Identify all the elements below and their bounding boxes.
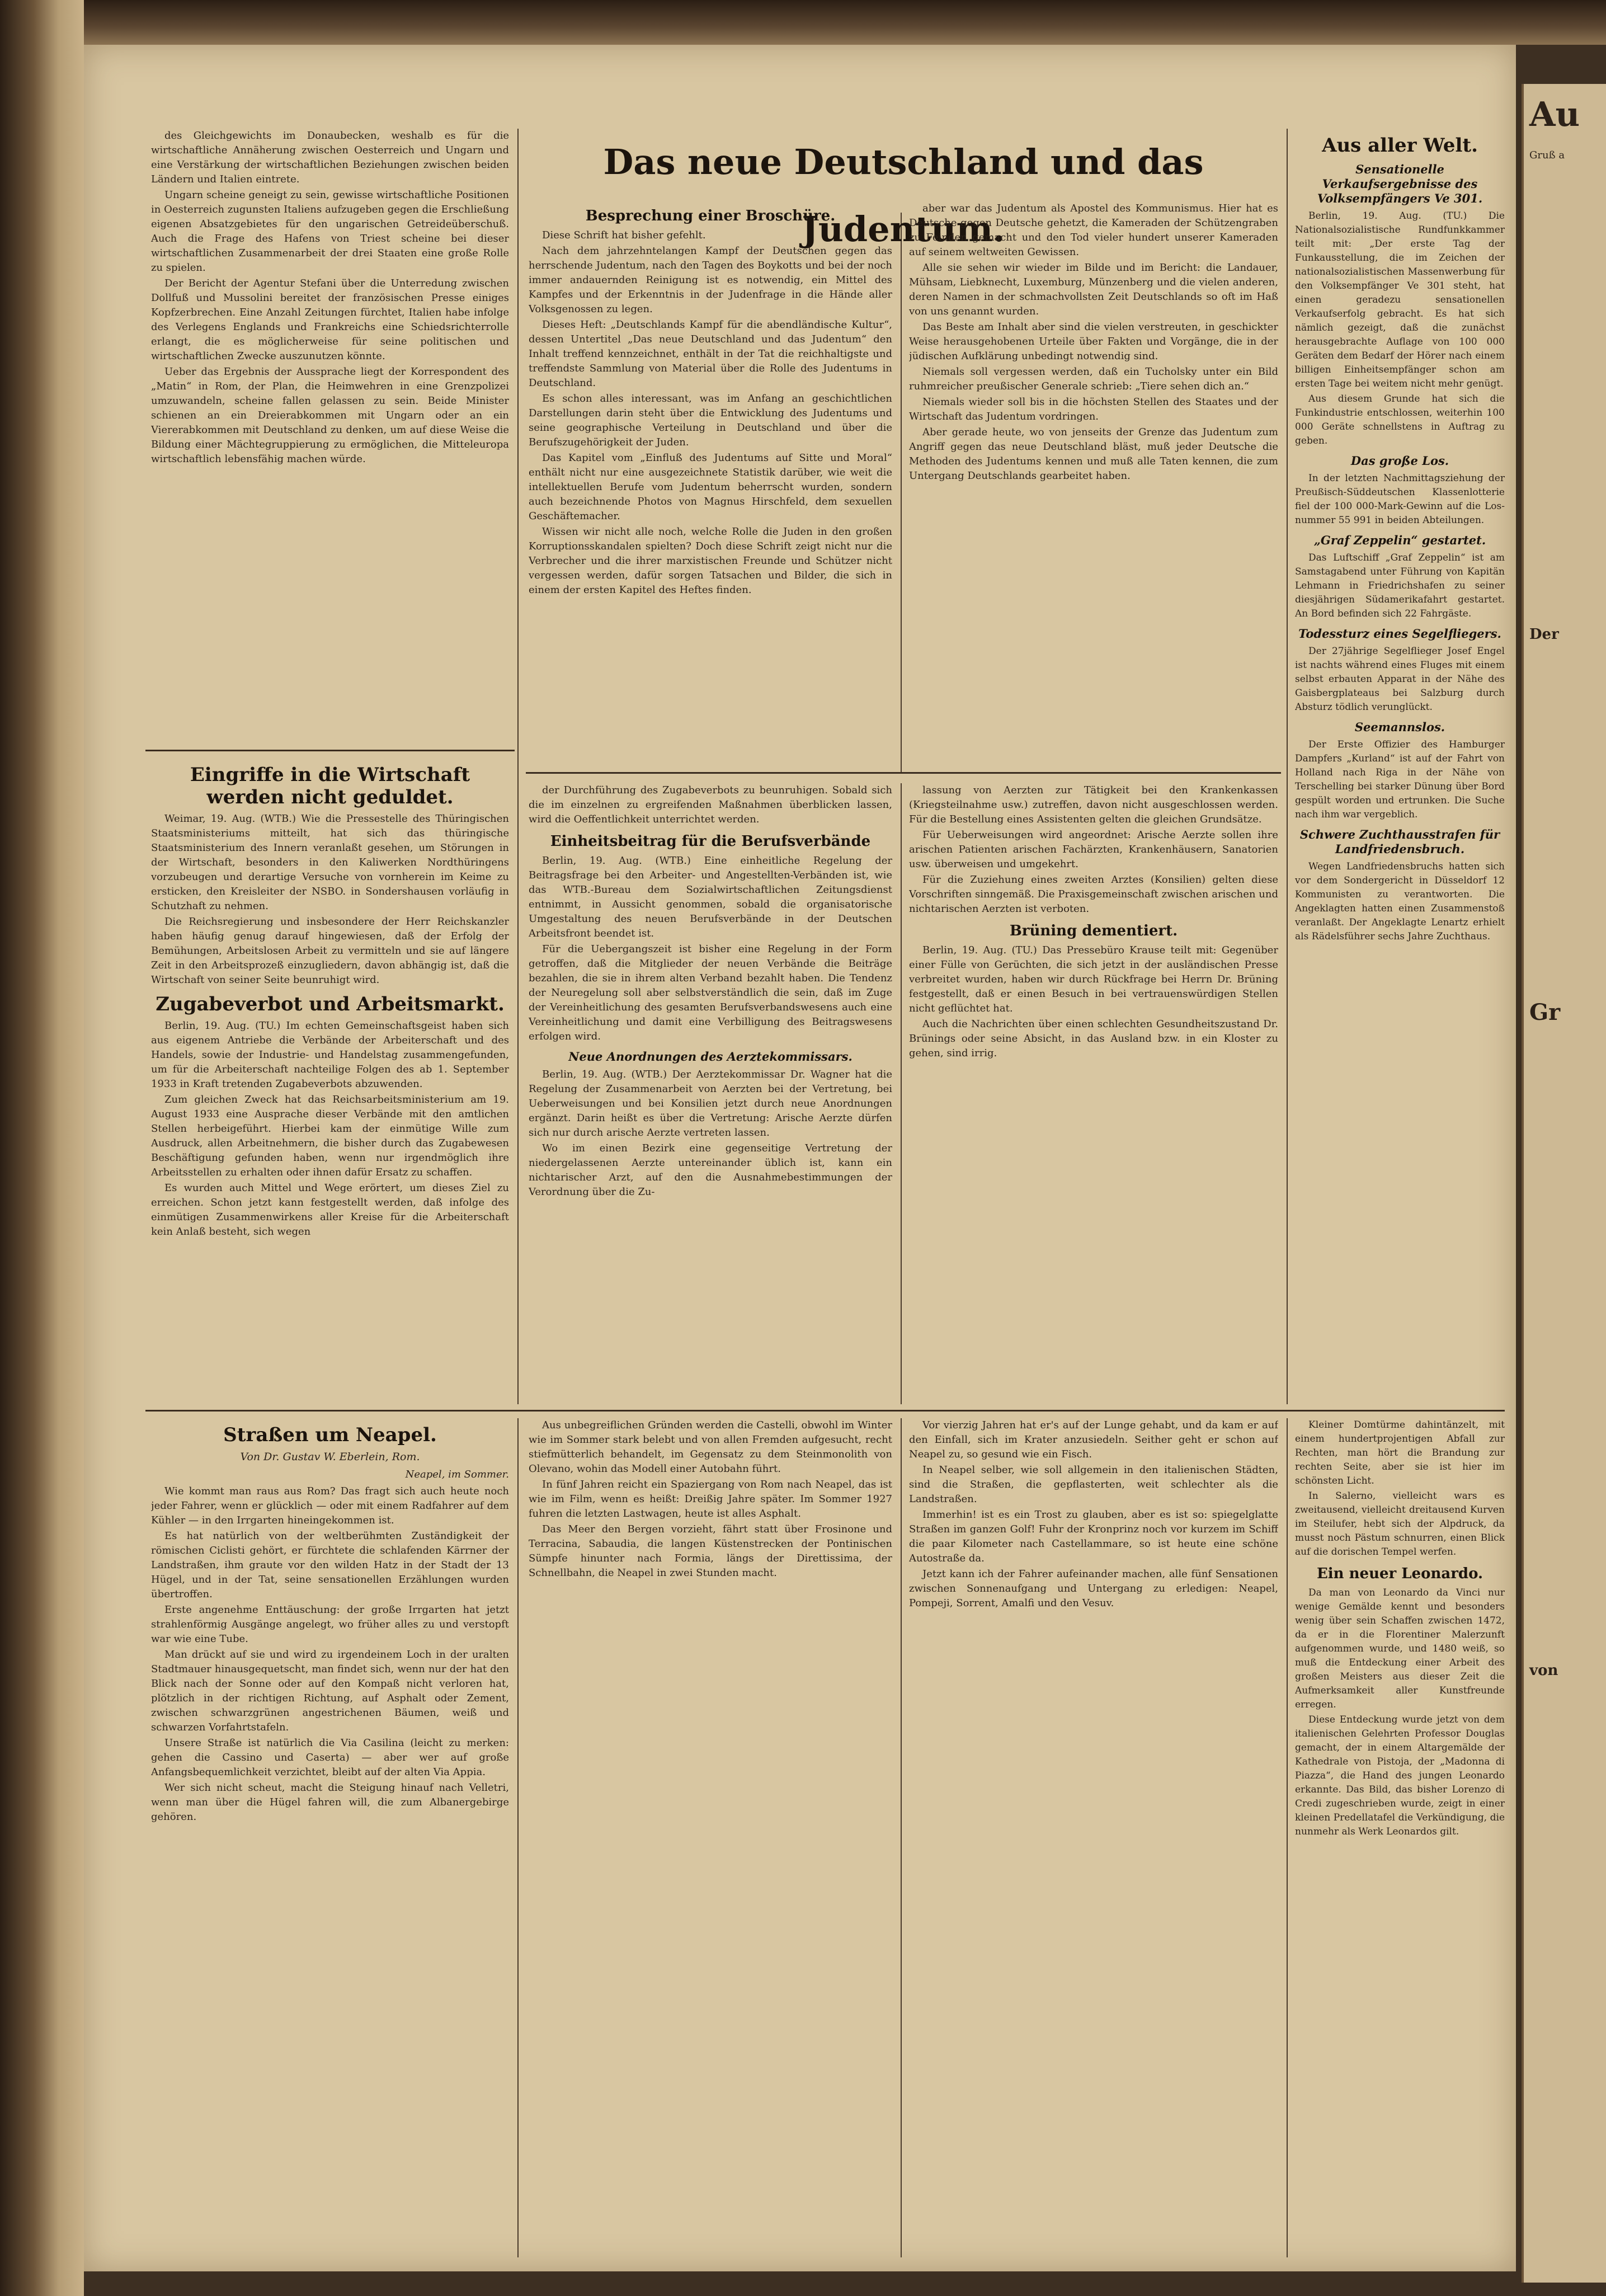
paragraph: In fünf Jahren reicht ein Spaziergang von Rom nach Neapel, das ist wie im Film, wenn es heißt: Dreißig Jahre später. Im Sommer 1927 fuhren die letzten Lastwagen, heute ist alles Asphalt. <box>529 1479 892 1519</box>
paragraph: Kleiner Domtürme dahintänzelt, mit einem hundertprojentigen Abfall zur Rechten, man hört die Brandung zur rechten Seite, aber sie ist hier im schönsten Licht. <box>1295 1419 1505 1486</box>
top-left-continuation <box>151 129 509 744</box>
zuchthaus-heading: Schwere Zuchthausstrafen für Landfriedensbruch. <box>1299 827 1500 856</box>
paragraph: Wissen wir nicht alle noch, welche Rolle die Juden in den großen Korruptionsskandalen spielten? Doch diese Schrift zeigt nicht nur die Verbrecher und die ihrer marxistischen Freunde und Schützer nicht vergessen werden, dafür sorgen Tatsachen und Bilder, die sich in einem der ersten Kapitel des Heftes finden. <box>529 526 892 596</box>
paragraph: Berlin, 19. Aug. (TU.) Im echten Gemeinschaftsgeist haben sich aus eigenem Antriebe die Verbände der Arbeiterschaft und des Handels, sowie der Industrie- und Handelstag zusammengefunden, um für die Arbeiterschaft nachteilige Folgen des ab 1. September 1933 in Kraft tretenden Zugabeverbots abzuwenden. <box>151 1020 509 1090</box>
section-rule <box>145 1410 1505 1412</box>
segelflieger-heading: Todessturz eines Segelfliegers. <box>1298 627 1501 641</box>
bruening-heading: Brüning dementiert. <box>1009 923 1178 939</box>
paragraph: Ungarn scheine geneigt zu sein, gewisse wirtschaftliche Positionen in Oesterreich zugunsten Italiens aufzugeben gegen die Erschließung eigenen Absatzgebietes für den ungarischen Getreideüberschuß. Auch die Frage des Hafens von Triest scheine bei dieser wirtschaftlichen Zusammenarbeit der drei Staaten eine große Rolle zu spielen. <box>151 189 509 274</box>
paragraph: Diese Entdeckung wurde jetzt von dem italienischen Gelehrten Professor Douglas gemacht, der in einem Altargemälde der Kathedrale von Pistoja, der „Madonna di Piazza“, die Hand des jungen Leonardo erkannte. Das Bild, das bisher Lorenzo di Credi zugeschrieben wurde, zeigt in einer kleinen Predellatafel die Verkündigung, die nunmehr als Werk Leonardos gilt. <box>1295 1714 1505 1837</box>
column-rule <box>901 783 902 1404</box>
einheitsbeitrag-heading: Einheitsbeitrag für die Berufsverbände <box>550 833 871 850</box>
paragraph: aber war das Judentum als Apostel des Kommunismus. Hier hat es Deutsche gegen Deutsche gehetzt, die Kameraden der Schützengraben zu Feinden gemacht und den Tod vieler hundert unserer Kameraden auf seinem weltweiten Gewissen. <box>909 203 1278 258</box>
paragraph: Jetzt kann ich der Fahrer aufeinander machen, alle fünf Sensationen zwischen Sonnenaufgang und Untergang zu erledigen: Neapel, Pompeji, Sorrent, Amalfi und den Vesuv. <box>909 1568 1278 1609</box>
volksempfaenger-heading: Sensationelle Verkaufsergebnisse des Volksempfängers Ve 301. <box>1317 162 1483 205</box>
adjacent-page-edge <box>1522 84 1606 2283</box>
main-headline: Das neue Deutschland und das Judentum. <box>603 142 1204 250</box>
paragraph: Das Kapitel vom „Einfluß des Judentums auf Sitte und Moral“ enthält nicht nur eine ausgezeichnete Statistik darüber, wie weit die intellektuellen Berufe vom Judentum beherrscht wurden, sondern auch bezeichnende Photos von Magnus Hirschfeld, dem sexuellen Geschäftemacher. <box>529 452 892 522</box>
column-rule <box>517 129 519 1404</box>
paragraph: In Neapel selber, wie soll allgemein in den italienischen Städten, sind die Straßen, die gepflasterten, weit schlechter als die Landstraßen. <box>909 1464 1278 1505</box>
naples-column-2 <box>529 1418 892 2257</box>
byline: Von Dr. Gustav W. Eberlein, Rom. <box>240 1451 420 1463</box>
naples-heading: Straßen um Neapel. <box>223 1424 437 1446</box>
fragment-text: Gr <box>1529 999 1561 1025</box>
scan-background-top <box>0 0 1606 45</box>
zugabe-heading: Zugabeverbot und Arbeitsmarkt. <box>156 993 505 1015</box>
paragraph: Diese Schrift hat bisher gefehlt. <box>542 229 706 241</box>
paragraph: Nach dem jahrzehntelangen Kampf der Deutschen gegen das herrschende Judentum, nach den Tagen des Boykotts und bei der noch immer andauernden Reinigung ist es notwendig, ein Mittel des Kampfes und der Erkenntnis in der Judenfrage in die Hände aller Volksgenossen zu legen. <box>529 245 892 315</box>
section-rule <box>526 772 1281 774</box>
paragraph: Aus unbegreiflichen Gründen werden die Castelli, obwohl im Winter wie im Sommer stark belebt und von allen Fremden aufgesucht, recht stiefmütterlich behandelt, im Gegensatz zu dem Steinmonolith von Olevano, wohin das Modell einer Autobahn führt. <box>529 1419 892 1475</box>
paragraph: Auch die Nachrichten über einen schlechten Gesundheitszustand Dr. Brünings oder seine Absicht, in das Ausland bzw. in ein Kloster zu gehen, sind irrig. <box>909 1018 1278 1059</box>
paragraph: Das Luftschiff „Graf Zeppelin“ ist am Samstagabend unter Führung von Kapitän Lehmann in Friedrichshafen zu seiner diesjährigen Südamerikafahrt gestartet. An Bord befinden sich 22 Fahrgäste. <box>1295 552 1505 619</box>
paragraph: Das Beste am Inhalt aber sind die vielen verstreuten, in geschickter Weise herausgehobenen Urteile über Fakten und Vorgänge, die in der jüdischen Aufklärung unbedingt notwendig sind. <box>909 321 1278 362</box>
paragraph: Es wurden auch Mittel und Wege erörtert, um dieses Ziel zu erreichen. Schon jetzt kann festgestellt werden, daß infolge des einmütigen Zusammenwirkens aller Kreise für die Arbeiterschaft kein Anlaß besteht, sich wegen <box>151 1182 509 1238</box>
aus-aller-welt-heading: Aus aller Welt. <box>1322 134 1478 157</box>
paragraph: Niemals wieder soll bis in die höchsten Stellen des Staates und der Wirtschaft das Judentum vordringen. <box>909 396 1278 422</box>
column-rule <box>901 213 902 772</box>
paragraph: Berlin, 19. Aug. (WTB.) Der Aerztekommissar Dr. Wagner hat die Regelung der Zusammenarbeit von Aerzten bei der Vertretung, bei Ueberweisungen und bei Konsilien jetzt durch neue Anordnungen ergänzt. Darin heißt es über die Vertretung: Arische Aerzte dürfen sich nur durch arische Aerzte vertreten lassen. <box>529 1069 892 1138</box>
paragraph: Das Meer den Bergen vorzieht, fährt statt über Frosinone und Terracina, Sabaudia, die langen Küstenstrecken der Pontinischen Sümpfe hinunter nach Formia, längs der Direttissima, der Schnellbahn, die Neapel in zwei Stunden macht. <box>529 1523 892 1579</box>
column-rule <box>1287 1418 1288 2257</box>
paragraph: Der Bericht der Agentur Stefani über die Unterredung zwischen Dollfuß und Mussolini bereitet der französischen Presse einiges Kopfzerbrechen. Eine Anzahl Zeitungen fürchtet, Italien habe infolge des Verlegens Englands und Frankreichs eine Schiedsrichterrolle erlangt, die es möglicherweise für seine politischen und wirtschaftlichen Zwecke auszunutzen könnte. <box>151 277 509 362</box>
paragraph: des Gleichgewichts im Donaubecken, weshalb es für die wirtschaftliche Annäherung zwischen Oesterreich und Ungarn und eine Verstärkung der wirtschaftlichen Beziehungen zwischen beiden Ländern und Italien eintrete. <box>151 130 509 185</box>
paragraph: Es hat natürlich von der weltberühmten Zuständigkeit der römischen Ciclisti gehört, er fürchtete die schlafenden Kärrner der Landstraßen, ihm graute vor den wilden Hatz in der Stadt der 13 Hügel, und in der Tat, seine sensationellen Erzählungen wurden übertroffen. <box>151 1530 509 1600</box>
column-rule <box>1287 129 1288 1404</box>
left-lower-column <box>151 758 509 1401</box>
paragraph: Wer sich nicht scheut, macht die Steigung hinauf nach Velletri, wenn man über die Hügel fahren will, die zum Albanergebirge gehören. <box>151 1782 509 1823</box>
aus-aller-welt-column <box>1295 129 1505 1404</box>
fragment-text: von <box>1529 1662 1558 1679</box>
eingriffe-heading: Eingriffe in die Wirtschaft werden nicht geduldet. <box>190 764 470 808</box>
page-binding <box>0 0 84 2296</box>
paragraph: Vor vierzig Jahren hat er's auf der Lunge gehabt, und da kam er auf den Einfall, sich im Krater anzusiedeln. Seither geht er schon auf Neapel zu, so gesund wie ein Fisch. <box>909 1419 1278 1460</box>
paragraph: lassung von Aerzten zur Tätigkeit bei den Krankenkassen (Kriegsteilnahme usw.) zutreffen, davon nicht ausgeschlossen werden. Für die Bestellung eines Assistenten gelten die gleichen Grundsätze. <box>909 784 1278 825</box>
paragraph: Wo im einen Bezirk eine gegenseitige Vertretung der niedergelassenen Aerzte untereinander üblich ist, kann ein nichtarischer Arzt, auf den die Ausnahmebestimmungen der Verordnung über die Zu- <box>529 1142 892 1198</box>
aerztekommissar-heading: Neue Anordnungen des Aerztekommissars. <box>568 1050 853 1064</box>
paragraph: Für die Uebergangszeit ist bisher eine Regelung in der Form getroffen, daß die Mitglieder der neuen Verbände die Beiträge bezahlen, die sie in ihrem alten Verband bezahlt haben. Die Tendenz der Neuregelung soll aber selbstverständlich die sein, daß im Zuge der Vereinheitlichung des gesamten Berufsverbandswesens auch eine Vereinheitlichung und damit eine Verbilligung des Beitragswesens erfolgen wird. <box>529 943 892 1042</box>
zeppelin-heading: „Graf Zeppelin“ gestartet. <box>1313 533 1486 547</box>
paragraph: Dieses Heft: „Deutschlands Kampf für die abendländische Kultur“, dessen Untertitel „Das neue Deutschland und das Judentum“ den Inhalt treffend kennzeichnet, enthält in der Tat die reichhaltigste und treffendste Sammlung von Material über die Rolle des Judentums in Deutschland. <box>529 319 892 389</box>
paragraph: Wie kommt man raus aus Rom? Das fragt sich auch heute noch jeder Fahrer, wenn er glücklich — oder mit einem Radfahrer auf dem Kühler — in den Irrgarten hineingekommen ist. <box>151 1485 509 1526</box>
column-rule <box>517 1418 519 2257</box>
leonardo-heading: Ein neuer Leonardo. <box>1316 1565 1483 1582</box>
paragraph: Niemals soll vergessen werden, daß ein Tucholsky unter ein Bild ruhmreicher preußischer Generale schrieb: „Tiere sehen dich an.“ <box>909 366 1278 392</box>
seemannslos-heading: Seemannslos. <box>1354 720 1445 734</box>
paragraph: In der letzten Nachmittagsziehung der Preußisch-Süddeutschen Klassenlotterie fiel der 100 000-Mark-Gewinn auf die Los-nummer 55 991 in beiden Abteilungen. <box>1295 473 1505 526</box>
right-lower-column <box>909 783 1278 1404</box>
paragraph: Immerhin! ist es ein Trost zu glauben, aber es ist so: spiegelglatte Straßen im ganzen Golf! Fuhr der Kronprinz noch vor kurzem im Schiff die paar Kilometer nach Castellammare, so ist heute eine schöne Autostraße da. <box>909 1509 1278 1564</box>
paragraph: Es schon alles interessant, was im Anfang an geschichtlichen Darstellungen darin steht über die Entwicklung des Judentums und seine geographische Verteilung in Deutschland und über die Berufszugehörigkeit der Juden. <box>529 393 892 448</box>
paragraph: Aber gerade heute, wo von jenseits der Grenze das Judentum zum Angriff gegen das neue Deutschland bläst, muß jeder Deutsche die Methoden des Judentums kennen und muß alle Taten kennen, die zum Untergang Deutschlands gearbeitet haben. <box>909 426 1278 482</box>
paragraph: Die Reichsregierung und insbesondere der Herr Reichskanzler haben häufig genug darauf hingewiesen, daß der Erfolg der Bemühungen, Arbeitslosen Arbeit zu vermitteln und sie auf längere Zeit in den Arbeitsprozeß einzugliedern, davon abhängig ist, daß die Wirtschaft von seiner Seite beunruhigt wird. <box>151 916 509 986</box>
naples-leonardo-column <box>1295 1418 1505 2257</box>
paragraph: Unsere Straße ist natürlich die Via Casilina (leicht zu merken: gehen die Cassino und Caserta) — aber wer auf große Anfangsbequemlichkeit verzichtet, bleibt auf der alten Via Appia. <box>151 1737 509 1778</box>
review-column-1 <box>529 201 892 761</box>
section-rule <box>145 750 515 751</box>
paragraph: Für Ueberweisungen wird angeordnet: Arische Aerzte sollen ihre arischen Patienten arischen Fachärzten, Krankenhäusern, Sanatorien usw. überweisen und umgekehrt. <box>909 829 1278 870</box>
newspaper-page <box>84 45 1516 2271</box>
review-column-2 <box>909 201 1278 761</box>
paragraph: Zum gleichen Zweck hat das Reichsarbeitsministerium am 19. August 1933 eine Ausprache dieser Verbände mit den amtlichen Stellen herbeigeführt. Hierbei kam der einmütige Wille zum Ausdruck, allen Arbeitnehmern, die bisher durch das Zugabewesen Beschäftigung gefunden haben, wenn nur irgendmöglich ihre Arbeitsstellen zu erhalten oder ihnen dafür Ersatz zu schaffen. <box>151 1094 509 1178</box>
fragment-text: Gruß a <box>1529 149 1565 161</box>
naples-column-1 <box>151 1418 509 2257</box>
paragraph: Weimar, 19. Aug. (WTB.) Wie die Pressestelle des Thüringischen Staatsministeriums mitteilt, hat sich das thüringische Staatsministerium des Innern veranlaßt gesehen, um Störungen in der Wirtschaft, besonders in den Kaliwerken Nordthüringens vorzubeugen und derartige Versuche von vornherein im Keime zu ersticken, den Kreisleiter der NSBO. in Sondershausen vorläufig in Schutzhaft zu nehmen. <box>151 813 509 912</box>
paragraph: Für die Zuziehung eines zweiten Arztes (Konsilien) gelten diese Vorschriften sinngemäß. Die Praxisgemeinschaft zwischen arischen und nichtarischen Aerzten ist verboten. <box>909 874 1278 915</box>
paragraph: Alle sie sehen wir wieder im Bilde und im Bericht: die Landauer, Mühsam, Liebknecht, Luxemburg, Münzenberg und die vielen anderen, deren Namen in der schmachvollsten Zeit Deutschlands so oft im Haß von uns genannt wurden. <box>909 262 1278 317</box>
paragraph: Der Erste Offizier des Hamburger Dampfers „Kurland“ ist auf der Fahrt von Holland nach Riga in der Nähe von Terschelling bei starker Dünung über Bord gespült worden und ertrunken. Die Suche nach ihm war vergeblich. <box>1295 739 1505 820</box>
column-rule <box>901 1418 902 2257</box>
review-heading: Besprechung einer Broschüre. <box>585 208 836 224</box>
fragment-text: Au <box>1529 95 1580 134</box>
los-heading: Das große Los. <box>1350 454 1449 468</box>
naples-column-3 <box>909 1418 1278 2257</box>
middle-lower-column <box>529 783 892 1404</box>
paragraph: Wegen Landfriedensbruchs hatten sich vor dem Sondergericht in Düsseldorf 12 Kommunisten zu verantworten. Die Angeklagten hatten einen Zusammenstoß veranlaßt. Der Angeklagte Lenartz erhielt als Rädelsführer sechs Jahre Zuchthaus. <box>1295 861 1505 942</box>
paragraph: der Durchführung des Zugabeverbots zu beunruhigen. Sobald sich die im einzelnen zu ergreifenden Maßnahmen überblicken lassen, wird die Oeffentlichkeit unterrichtet werden. <box>529 784 892 825</box>
paragraph: Berlin, 19. Aug. (WTB.) Eine einheitliche Regelung der Beitragsfrage bei den Arbeiter- und Angestellten-Verbänden ist, wie das WTB.-Bureau dem Sozialwirtschaftlichen Zeitungsdienst entnimmt, in Aussicht genommen, sobald die organisatorische Umgestaltung des neuen Berufsverbände in der Deutschen Arbeitsfront beendet ist. <box>529 855 892 939</box>
paragraph: Berlin, 19. Aug. (TU.) Das Pressebüro Krause teilt mit: Gegenüber einer Fülle von Gerüchten, die sich jetzt in der ausländischen Presse verbreitet wurden, haben wir durch Rückfrage bei Herrn Dr. Brüning festgestellt, daß er einen Besuch in bei vertrauenswürdigen Stellen nicht geflüchtet hat. <box>909 944 1278 1014</box>
paragraph: Der 27jährige Segelflieger Josef Engel ist nachts während eines Fluges mit einem selbst erbauten Apparat in der Nähe des Gaisbergplateaus bei Salzburg durch Absturz tödlich verunglückt. <box>1295 646 1505 713</box>
paragraph: Berlin, 19. Aug. (TU.) Die Nationalsozialistische Rundfunkkammer teilt mit: „Der erste Tag der Funkausstellung, die im Zeichen der nationalsozialistischen Massenwerbung für den Volksempfänger Ve 301 steht, hat einen geradezu sensationellen Verkaufserfolg gebracht. Es hat sich nämlich gezeigt, daß die zunächst herausgebrachte Auflage von 100 000 Geräten dem Bedarf der Hörer nach einem billigen Einheitsempfänger schon am ersten Tage bei weitem nicht mehr genügt. <box>1295 210 1505 389</box>
paragraph: Erste angenehme Enttäuschung: der große Irrgarten hat jetzt strahlenförmig Ausgänge angelegt, wo früher alles zu und verstopft war wie eine Tube. <box>151 1604 509 1645</box>
dateline: Neapel, im Sommer. <box>405 1469 509 1480</box>
paragraph: In Salerno, vielleicht wars es zweitausend, vielleicht dreitausend Kurven im Steilufer, hebt sich der Alpdruck, da musst noch Pästum schnurren, einen Blick auf die dorischen Tempel werfen. <box>1295 1490 1505 1558</box>
paragraph: Da man von Leonardo da Vinci nur wenige Gemälde kennt und besonders wenig über sein Schaffen zwischen 1472, da er in die Florentiner Malerzunft aufgenommen wurde, und 1480 weiß, so muß die Entdeckung einer Arbeit des großen Meisters aus dieser Zeit die Aufmerksamkeit aller Kunstfreunde erregen. <box>1295 1587 1505 1710</box>
paragraph: Aus diesem Grunde hat sich die Funkindustrie entschlossen, weiterhin 100 000 Geräte schnellstens in Auftrag zu geben. <box>1295 393 1505 446</box>
paragraph: Man drückt auf sie und wird zu irgendeinem Loch in der uralten Stadtmauer hinausgequetscht, man findet sich, wenn nur der hat den Blick nach der Sonne oder auf den Kompaß nicht verloren hat, plötzlich in der richtigen Richtung, auf Asphalt oder Zement, zwischen schwarzgrünen angestrichenen Bäumen, weiß und schwarzen Vorfahrtstafeln. <box>151 1649 509 1733</box>
fragment-text: Der <box>1529 626 1559 643</box>
paragraph: Ueber das Ergebnis der Aussprache liegt der Korrespondent des „Matin“ in Rom, der Plan, die Heimwehren in eine Grenzpolizei umzuwandeln, scheine fallen gelassen zu sein. Beide Minister schienen an ein Dreierabkommen mit Ungarn oder an ein Viererabkommen mit Deutschland zu denken, um auf diese Weise die Bildung einer Mächtegruppierung zu ermöglichen, die Mitteleuropa wirtschaftlich lebensfähig machen würde. <box>151 366 509 465</box>
